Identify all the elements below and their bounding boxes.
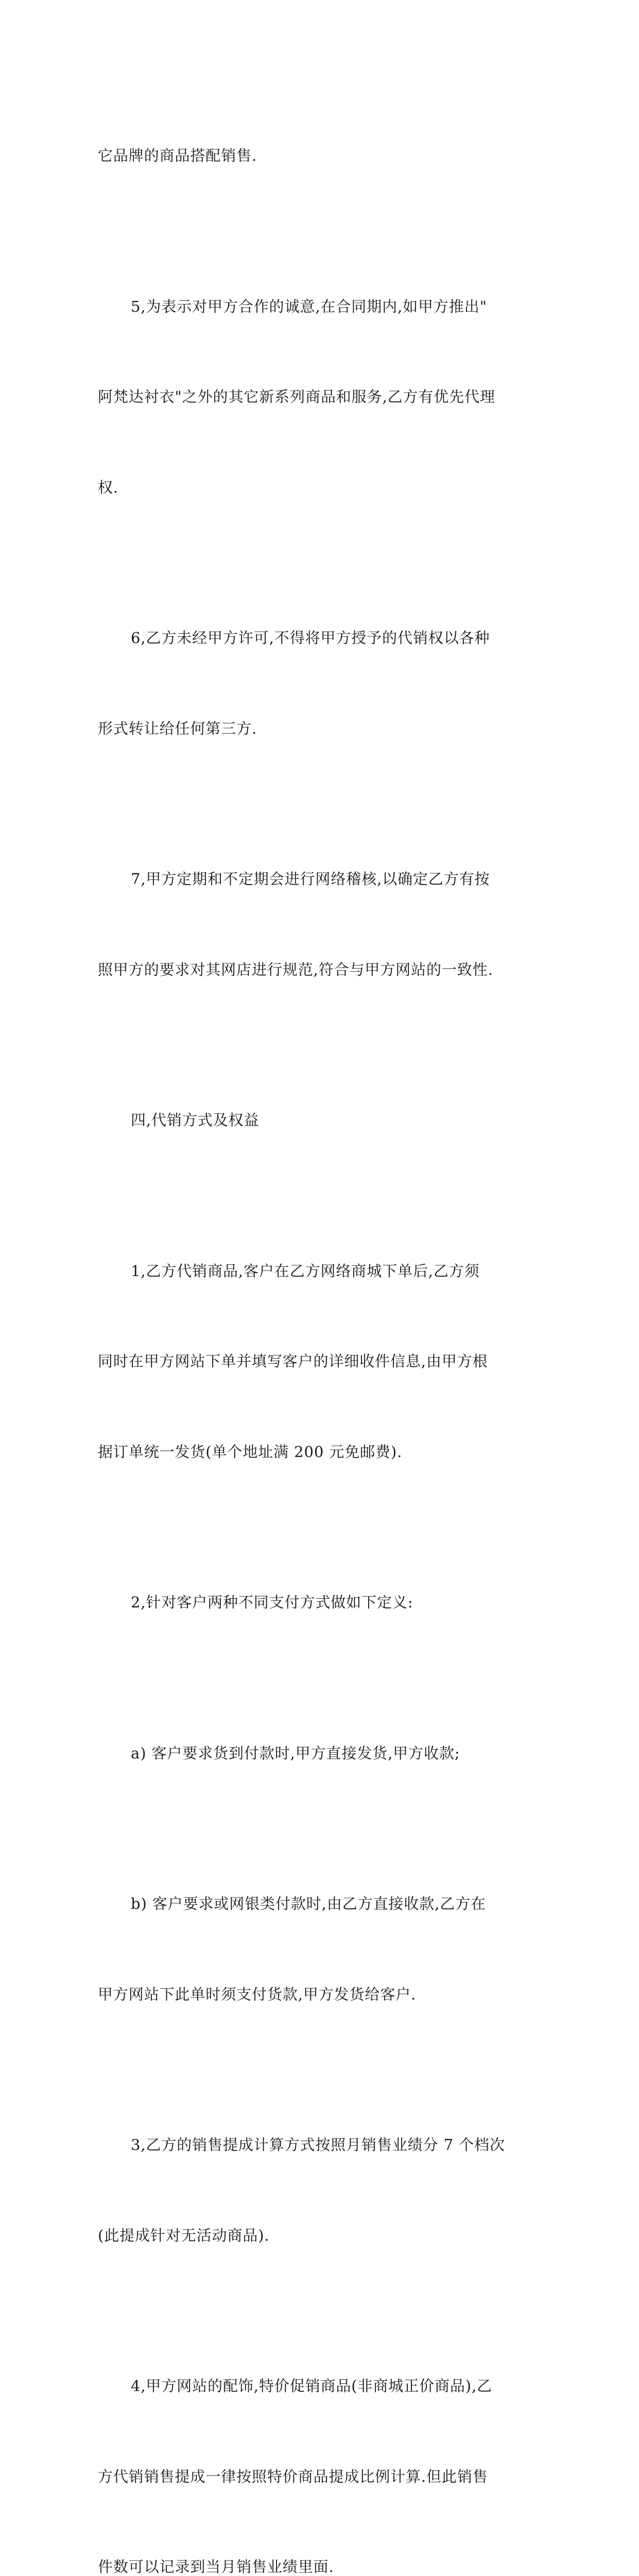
text-line: 1,乙方代销商品,客户在乙方网络商城下单后,乙方须 [131,1262,480,1280]
text-line: 4,甲方网站的配饰,特价促销商品(非商城正价商品),乙 [131,2377,493,2395]
text-line: 3,乙方的销售提成计算方式按照月销售业绩分 7 个档次 [131,2136,505,2154]
document-body [98,80,541,2576]
paragraph-5 [98,1196,541,1528]
text-line: 权. [98,478,119,496]
paragraph-6 [98,1527,541,1678]
text-line: 6,乙方未经甲方许可,不得将甲方授予的代销权以各种 [131,629,490,647]
text-line: 件数可以记录到当月销售业绩里面. [98,2558,334,2575]
paragraph-1 [98,231,541,563]
text-line: (此提成针对无活动商品). [98,2226,270,2244]
text-line: 照甲方的要求对其网店进行规范,符合与甲方网站的一致性. [98,960,493,978]
paragraph-10 [98,2311,541,2576]
text-line: a) 客户要求货到付款时,甲方直接发货,甲方收款; [131,1744,460,1762]
text-line: 阿梵达衬衣"之外的其它新系列商品和服务,乙方有优先代理 [98,388,495,405]
text-line: 2,针对客户两种不同支付方式做如下定义: [131,1594,413,1611]
paragraph-2 [98,563,541,804]
text-line: b) 客户要求或网银类付款时,由乙方直接收款,乙方在 [131,1895,486,1912]
paragraph-7 [98,1678,541,1829]
paragraph-0 [98,80,541,231]
text-line: 方代销销售提成一律按照特价商品提成比例计算.但此销售 [98,2467,488,2485]
text-line: 7,甲方定期和不定期会进行网络稽核,以确定乙方有按 [131,870,490,888]
text-line: 同时在甲方网站下单并填写客户的详细收件信息,由甲方根 [98,1352,488,1370]
text-line: 甲方网站下此单时须支付货款,甲方发货给客户. [98,1985,417,2003]
section-heading: 四,代销方式及权益 [131,1111,260,1129]
paragraph-8 [98,1828,541,2070]
text-line: 它品牌的商品搭配销售. [98,147,257,164]
text-line: 形式转让给任何第三方. [98,719,257,737]
text-line: 据订单统一发货(单个地址满 200 元免邮费). [98,1443,403,1461]
section-heading-4 [98,1045,541,1196]
text-line: 5,为表示对甲方合作的诚意,在合同期内,如甲方推出" [131,297,487,315]
paragraph-9 [98,2070,541,2311]
paragraph-3 [98,804,541,1045]
